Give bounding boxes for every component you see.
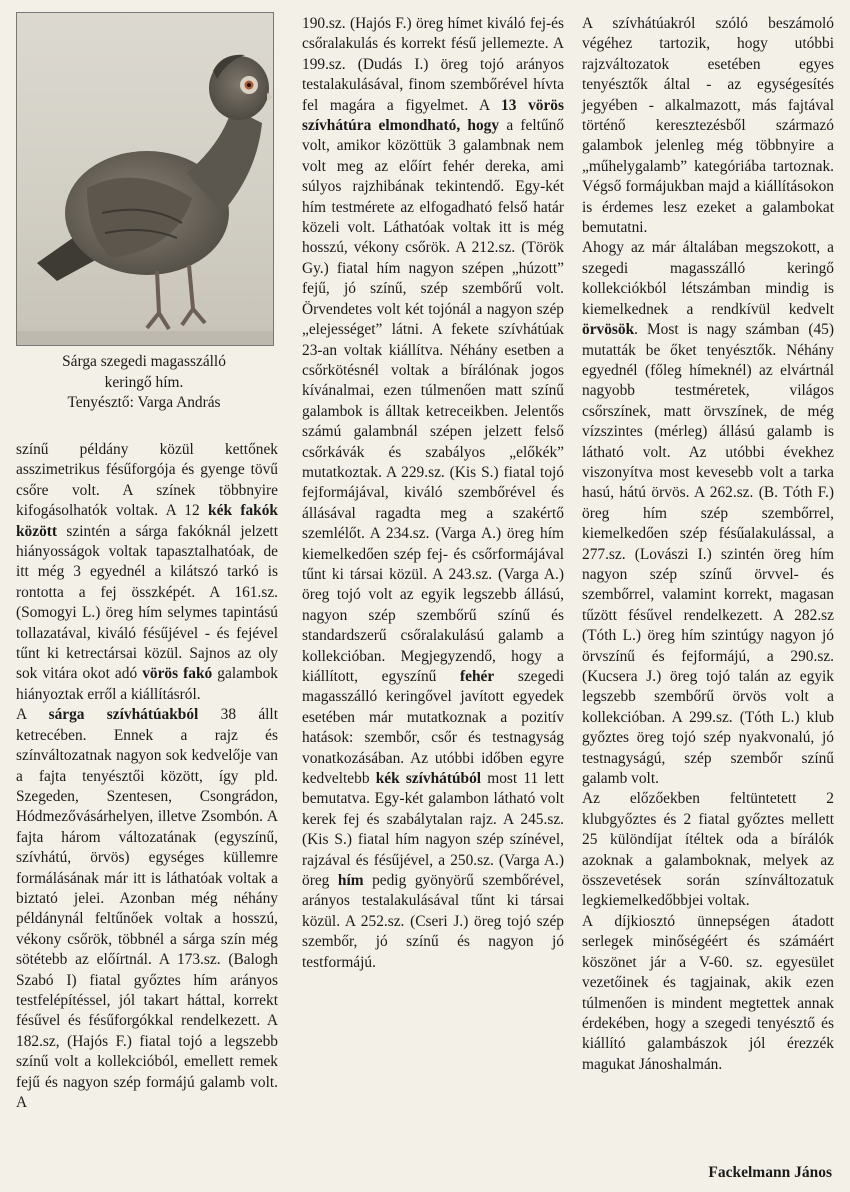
- text-column-1: [16, 440, 278, 1113]
- text-run: most 11 lett bemutatva. Egy-két galambon látható volt kerek fej és szabálytalan rajz. A 245.sz. (Kis S.) fiatal hím nagyon szép színével, rajzával és fésűjével, a 250.sz. (Varga A.) öreg: [302, 770, 565, 890]
- author-signature: Fackelmann János: [708, 1164, 832, 1181]
- paragraph: [16, 440, 278, 705]
- text-run: színű példány közül kettőnek asszimetrikus fésűforgója és gyenge tövű csőre volt. A színek többnyire kifogásolhatók voltak. A 12: [16, 441, 278, 520]
- text-run: . Most is nagy számban (45) mutatták be őket tenyésztők. Néhány egyednél (főleg hímeknél) az elvártnál nagyobb testméretek, világos csőrszínek, matt örvszínek, de még vízszintes (mérleg) állású galamb is látható volt. Az utóbbi évekhez viszonyítva most kevesebb volt a tarka hasú, hátú örvös. A 262.sz. (B. Tóth F.) öreg hím szép szembőrrel, kiemelkedően szép fésűalakulással, a 277.sz. (Lovászi I.) szintén öreg hím nagyon szép színű örvvel- és szembőrrel, valamint korrekt, magasan tűzött fésűvel rendelkezett. A 282.sz (Tóth L.) öreg hím szintúgy nagyon jó örvszínű és fejformájú, a 290.sz. (Kucsera J.) öreg tojó talán az egyik legszebb szembőrű örvös volt a kollekcióban. A 299.sz. (Tóth L.) klub győztes öreg tojó szép nyakvonalú, jó testnagyságú, szép szembőr színű galamb volt.: [582, 321, 834, 788]
- paragraph: A szívhátúakról szóló beszámoló végéhez tartozik, hogy utóbbi rajzváltozatok esetében egyes tenyésztők által - az egységesítés jegyében - alkalmazott, más fajtával történő keresztezésből származó galambok jelenleg még többnyire a „műhelygalamb” kategóriába tartoznak. Végső formájukban majd a kiállításokon is érdemes lesz ezeket a galambokat bemutatni.: [582, 15, 834, 237]
- bold-term: sárga szívhátúakból: [48, 706, 199, 724]
- paragraph: Az előzőekben feltüntetett 2 klubgyőztes és 2 fiatal győztes mellett 25 különdíjat ítéltek oda a bírálók azoknak a galamboknak, melyek az összevetések során színváltozatuk legkiemelkedőbbjei voltak.: [582, 790, 834, 910]
- bold-term: vörös fakó: [142, 665, 213, 683]
- pigeon-illustration: [17, 13, 273, 345]
- text-run: szegedi magasszálló keringővel javított egyedek esetében már mutatkoznak a pozitív hatások: szembőr, csőr és testnagyság vonatkozásában. Az utóbbi időben egyre kedveltebb: [302, 668, 565, 788]
- bold-term: kék szívhátúból: [375, 770, 482, 788]
- text-run: Ahogy az már általában megszokott, a szegedi magasszálló keringő kollekciókból létszámban mindig is kiemelkednek a rendkívül kedvelt: [582, 239, 834, 318]
- caption-line-2: keringő hím.: [104, 373, 184, 391]
- paragraph: [16, 705, 278, 1113]
- text-run: pedig gyönyörű szembőrével, arányos testalakulásával tűnt ki társai közül. A 252.sz. (Cseri J.) öreg tojó szép szembőr, jó színű és nagyon jó testformájú.: [302, 872, 564, 971]
- text-run: A: [16, 706, 49, 724]
- text-run: 38 állt ketrecében. Ennek a rajz és színváltozatnak nagyon sok kedvelője van a fajta tenyésztői között, így pld. Szegeden, Szentesen, Csongrádon, Hódmezővásárhelyen, illetve Zsombón. A fajta három változatának (egyszínű, szívhátú, örvös) egységes küllemre formálásának már itt is láthatóak voltak a biztató jelei. Azonban még néhány példánynál feltűnőek voltak a hosszú, vékony csőrök, többnél a sárga szín még sötétebb az előírtnál. A 173.sz. (Balogh Szabó I) fiatal győztes hím arányos testfelépítéssel, jól takart háttal, korrekt fésűvel és fésűforgókkal rendelkezett. A 182.sz, (Hajós F.) fiatal tojó a legszebb színű volt a kollekcióból, emellett remek fejű és nagyon szép formájú galamb volt. A: [16, 706, 278, 1111]
- caption-line-1: Sárga szegedi magasszálló: [62, 353, 226, 370]
- text-run: a feltűnő volt, amikor közöttük 3 galambnak nem volt meg az előírt fehér dereka, ami súlyos rajzhibának tekintendő. Egy-két hím testmérete az elfogadható felső határ közeli volt. Láthatóak voltak itt is még hosszú, vékony csőrök. A 212.sz. (Török Gy.) fiatal hím nagyon szépen „húzott” fejű, jó színű, szép szembőrű volt. Örvendetes volt két tojónál a nagyon szép „elejességet” látni. A fekete szívhátúak 23-an voltak kiállítva. Néhány esetben a csőrkötésnél voltak a bírálónak jogos kívánalmai, ezen túlmenően matt színű galambok is álltak ketreceikben. Jelentős számú galambnál szépen jelzett felső csőrkávák és szabályos „előkék” mutatkoztak. A 229.sz. (Kis S.) fiatal tojó fejformájával, kiváló szembőrével és állásával ragadta meg a szakértő szemlélőt. A 234.sz. (Varga A.) öreg hím kiemelkedően szép fej- és csőrformájával tűnt ki társai közül. A 243.sz. (Varga A.) öreg tojó volt az egyik legszebb állású, nagyon szép szembőrű színű és standardszerű csőralakulású galamb a kollekcióban. Megjegyzendő, hogy a kiállított, egyszínű: [302, 117, 565, 685]
- bold-term: hím: [337, 872, 364, 890]
- photo-caption: [16, 352, 272, 414]
- paragraph: [302, 14, 564, 973]
- text-column-3: [582, 14, 834, 1075]
- text-column-2: [302, 14, 564, 973]
- bold-term: 13 vörös szívhátúra elmondható, hogy: [302, 96, 564, 135]
- text-run: szintén a sárga fakóknál jelzett hiányosságok voltak tapasztalhatóak, de itt még 3 egyednél a kilátszó tarkó is rontotta a fej összképét. A 161.sz. (Somogyi L.) öreg hím selymes tapintású tollazatával, kiváló fésűjével - és fejével tűnt ki ketrectársai közül. Sajnos az oly sok vitára okot adó: [16, 522, 278, 683]
- bold-term: fehér: [460, 668, 495, 685]
- text-run: galambok hiányoztak erről a kiállításról.: [16, 665, 278, 703]
- text-run: 190.sz. (Hajós F.) öreg hímet kiváló fej-és csőralakulás és korrekt fésű jellemezte. A 199.sz. (Dudás I.) öreg tojó arányos testalakulásával, finom szembőrével hívta fel magára a figyelmet. A: [302, 15, 564, 114]
- paragraph: A díjkiosztó ünnepségen átadott serlegek minőségéért és számáért köszönet jár a V-60. sz. egyesület vezetőinek és tagjainak, akik ezen túlmenően is mindent megtettek annak érdekében, hogy a szegedi tenyésztő és kiállító galambászok jól érezzék magukat Jánoshalmán.: [582, 912, 834, 1073]
- paragraph: [582, 238, 834, 789]
- pigeon-photo: [16, 12, 274, 346]
- bold-term: örvösök: [582, 321, 635, 339]
- bold-term: kék fakók között: [16, 502, 278, 540]
- caption-line-3: Tenyésztő: Varga András: [67, 394, 221, 412]
